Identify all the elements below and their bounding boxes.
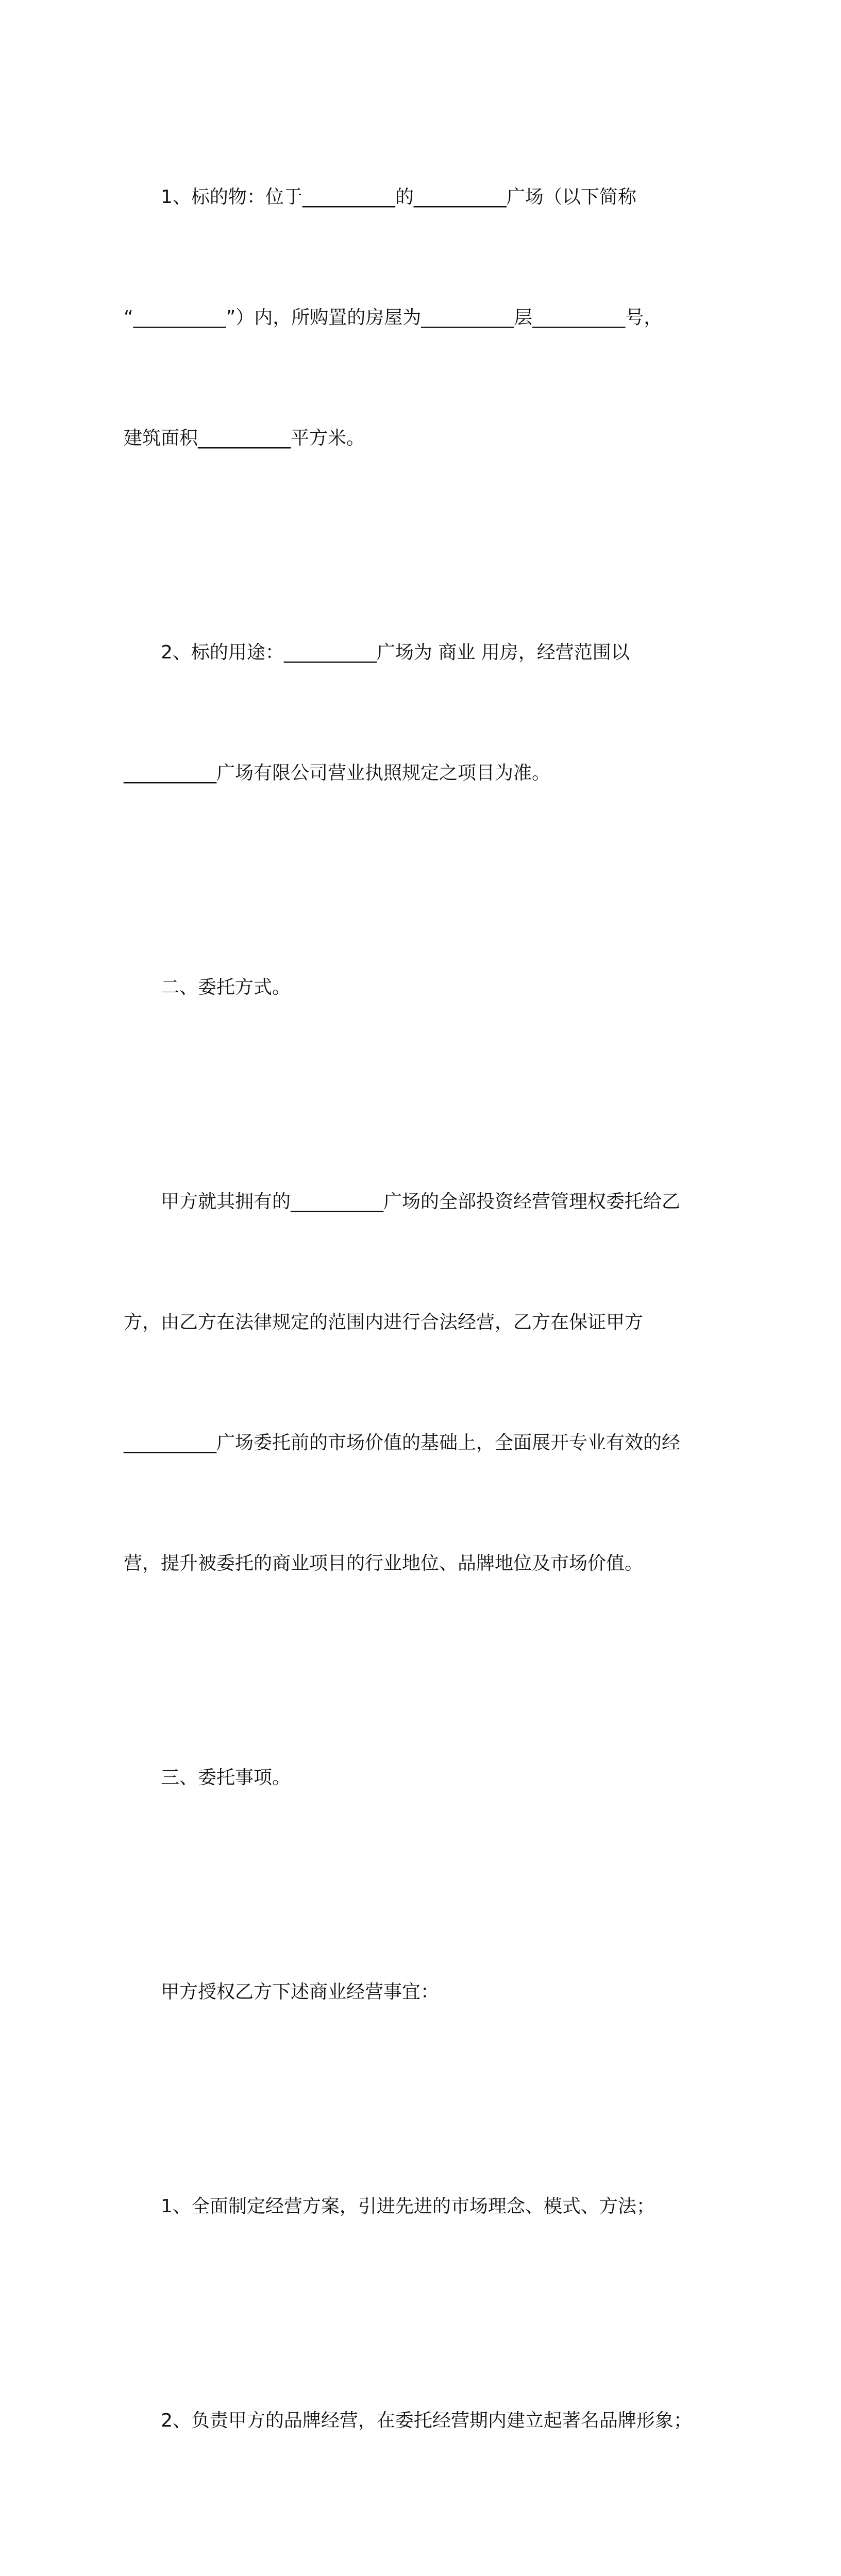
paragraph-authorization-intro bbox=[124, 1892, 721, 2093]
text-line: 二、委托方式。 bbox=[161, 977, 291, 998]
list-item-3 bbox=[124, 2535, 721, 2576]
paragraph-entrustment-method bbox=[124, 1101, 721, 1664]
text-line: 营，提升被委托的商业项目的行业地位、品牌地位及市场价值。 bbox=[124, 1553, 644, 1574]
list-item-1 bbox=[124, 2106, 721, 2307]
text-line: 2、标的用途：__________广场为 商业 用房，经营范围以 bbox=[161, 642, 630, 663]
text-line: 建筑面积__________平方米。 bbox=[124, 428, 365, 449]
text-line: 三、委托事项。 bbox=[161, 1767, 291, 1788]
text-line: “__________”）内，所购置的房屋为__________层__________号， bbox=[124, 307, 663, 328]
document-body bbox=[124, 97, 721, 2576]
text-line: 甲方就其拥有的__________广场的全部投资经营管理权委托给乙 bbox=[161, 1191, 681, 1212]
section-heading-entrustment-method bbox=[124, 887, 721, 1088]
paragraph-subject-matter bbox=[124, 97, 721, 539]
paragraph-subject-use bbox=[124, 552, 721, 874]
text-line: __________广场委托前的市场价值的基础上，全面展开专业有效的经 bbox=[124, 1432, 681, 1453]
section-heading-entrusted-matters bbox=[124, 1677, 721, 1878]
text-line: 方，由乙方在法律规定的范围内进行合法经营，乙方在保证甲方 bbox=[124, 1312, 644, 1333]
text-line: 2、负责甲方的品牌经营，在委托经营期内建立起著名品牌形象； bbox=[161, 2410, 692, 2431]
text-line: 1、全面制定经营方案，引进先进的市场理念、模式、方法； bbox=[161, 2196, 655, 2217]
text-line: __________广场有限公司营业执照规定之项目为准。 bbox=[124, 762, 551, 784]
text-line: 甲方授权乙方下述商业经营事宜： bbox=[161, 1981, 440, 2003]
list-item-2 bbox=[124, 2320, 721, 2521]
text-line: 1、标的物：位于__________的__________广场（以下简称 bbox=[161, 187, 636, 208]
